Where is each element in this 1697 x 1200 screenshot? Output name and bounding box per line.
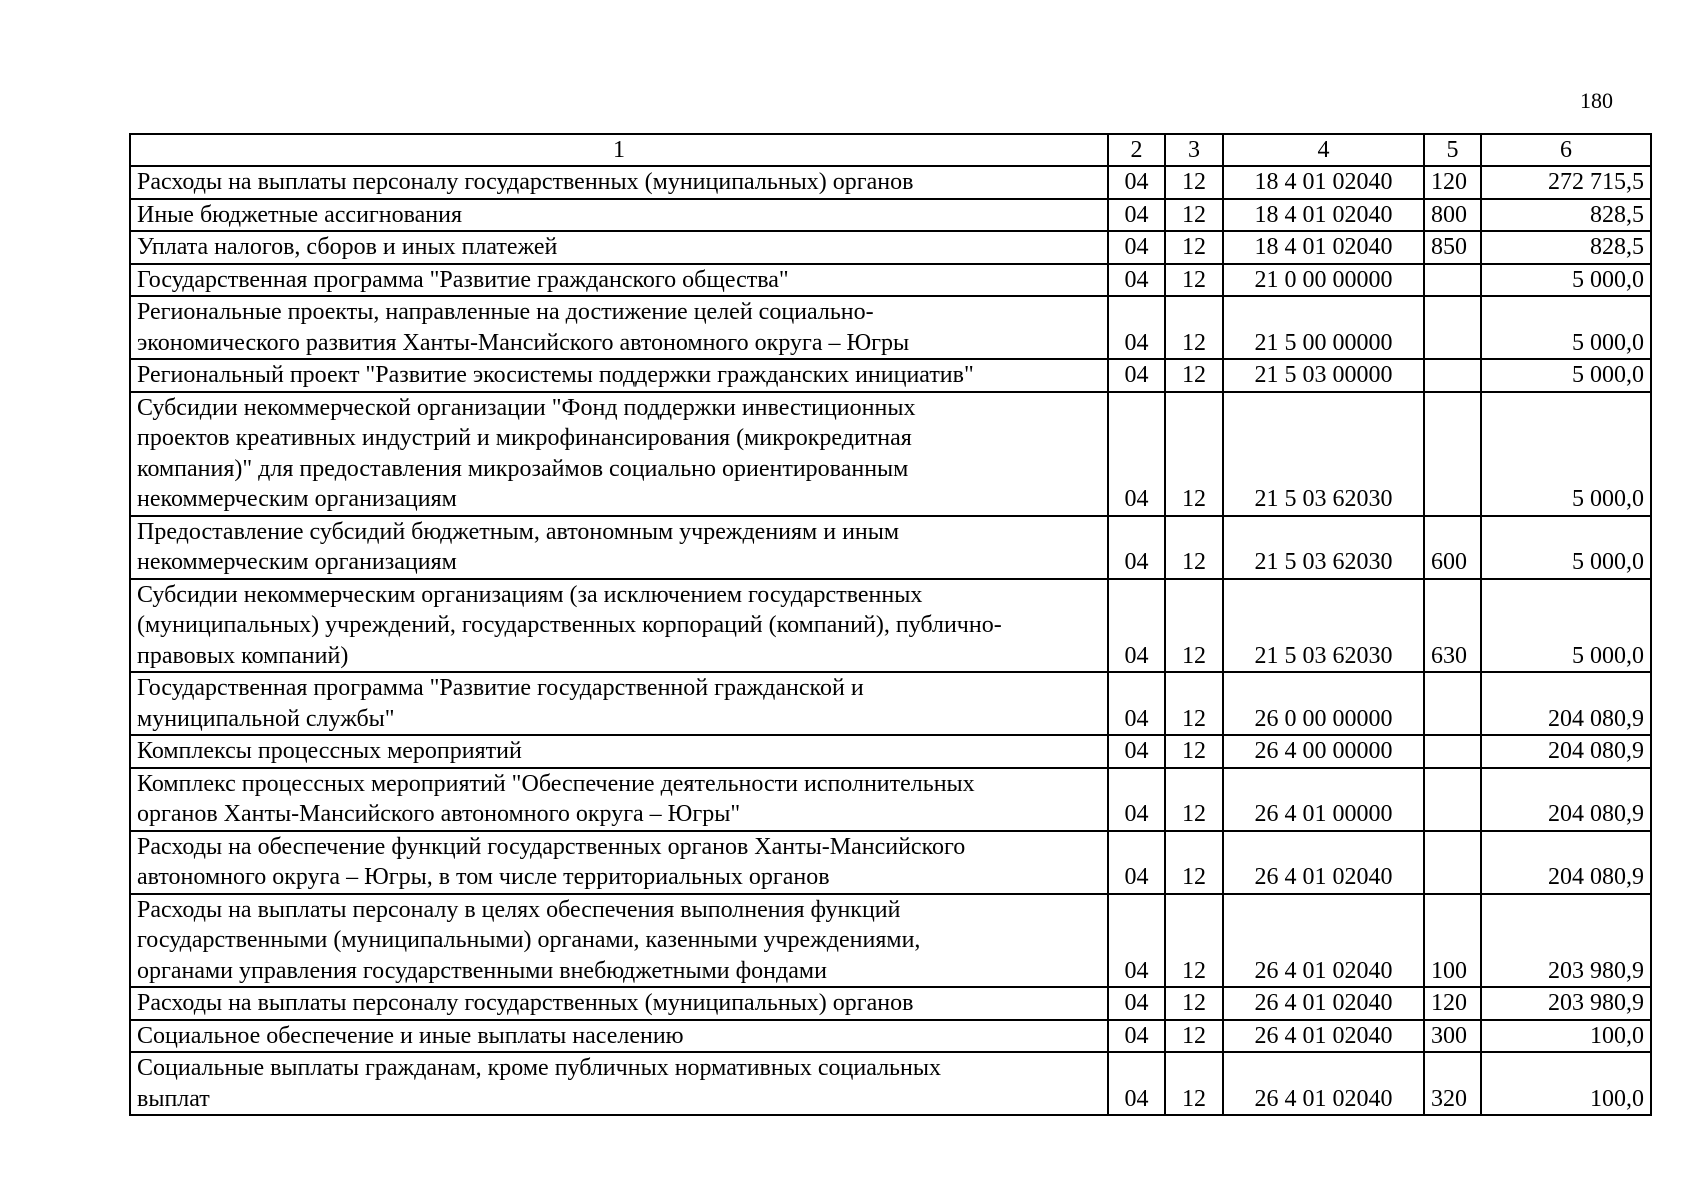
row-name xyxy=(130,392,1108,516)
page-number: 180 xyxy=(1580,88,1613,113)
row-amount: 828,5 xyxy=(1481,199,1651,232)
row-name xyxy=(130,359,1108,392)
row-name xyxy=(130,1020,1108,1053)
row-name-line: правовых компаний) xyxy=(137,642,349,669)
row-amount: 5 000,0 xyxy=(1481,392,1651,516)
row-name-line: Расходы на выплаты персоналу в целях обеспечения выполнения функций xyxy=(137,896,901,923)
table-row xyxy=(130,831,1651,894)
row-name-line: Субсидии некоммерческим организациям (за исключением государственных xyxy=(137,581,923,608)
row-section-code: 04 xyxy=(1108,199,1165,232)
row-target-item-code: 26 4 01 00000 xyxy=(1223,768,1424,831)
row-name-line: Комплекс процессных мероприятий "Обеспечение деятельности исполнительных xyxy=(137,770,975,797)
row-section-code: 04 xyxy=(1108,516,1165,579)
row-name-line: Социальное обеспечение и иные выплаты населению xyxy=(137,1022,684,1049)
row-amount: 204 080,9 xyxy=(1481,672,1651,735)
row-target-item-code: 21 5 00 00000 xyxy=(1223,296,1424,359)
table-row xyxy=(130,392,1651,516)
row-expense-type-code xyxy=(1424,296,1481,359)
row-name-line: Иные бюджетные ассигнования xyxy=(137,201,462,228)
row-section-code: 04 xyxy=(1108,672,1165,735)
table-row xyxy=(130,359,1651,392)
row-name-line: Субсидии некоммерческой организации "Фонд поддержки инвестиционных xyxy=(137,394,916,421)
row-amount: 100,0 xyxy=(1481,1020,1651,1053)
table-row xyxy=(130,987,1651,1020)
row-amount: 204 080,9 xyxy=(1481,831,1651,894)
row-section-code: 04 xyxy=(1108,231,1165,264)
row-target-item-code: 21 5 03 62030 xyxy=(1223,392,1424,516)
row-amount: 204 080,9 xyxy=(1481,735,1651,768)
row-amount: 203 980,9 xyxy=(1481,987,1651,1020)
row-expense-type-code: 320 xyxy=(1424,1052,1481,1115)
row-expense-type-code xyxy=(1424,672,1481,735)
row-expense-type-code: 800 xyxy=(1424,199,1481,232)
table-row xyxy=(130,579,1651,673)
row-name-line: Социальные выплаты гражданам, кроме публичных нормативных социальных xyxy=(137,1055,941,1081)
table-row xyxy=(130,1020,1651,1053)
header-col-2: 2 xyxy=(1108,134,1165,166)
row-amount: 100,0 xyxy=(1481,1052,1651,1115)
row-name-line: проектов креативных индустрий и микрофинансирования (микрокредитная xyxy=(137,425,912,451)
row-subsection-code: 12 xyxy=(1165,359,1223,392)
row-subsection-code: 12 xyxy=(1165,672,1223,735)
row-name-line: Региональный проект "Развитие экосистемы поддержки гражданских инициатив" xyxy=(137,362,974,388)
row-name xyxy=(130,768,1108,831)
row-expense-type-code: 300 xyxy=(1424,1020,1481,1053)
row-section-code: 04 xyxy=(1108,1052,1165,1115)
table-row xyxy=(130,1052,1651,1115)
row-section-code: 04 xyxy=(1108,296,1165,359)
row-expense-type-code xyxy=(1424,768,1481,831)
row-section-code: 04 xyxy=(1108,579,1165,673)
table-row xyxy=(130,231,1651,264)
row-subsection-code: 12 xyxy=(1165,894,1223,988)
row-expense-type-code xyxy=(1424,392,1481,516)
row-name xyxy=(130,831,1108,894)
row-name-line: Расходы на выплаты персоналу государственных (муниципальных) органов xyxy=(137,990,914,1016)
row-section-code: 04 xyxy=(1108,264,1165,297)
row-subsection-code: 12 xyxy=(1165,264,1223,297)
row-name xyxy=(130,987,1108,1020)
row-target-item-code: 26 4 01 02040 xyxy=(1223,894,1424,988)
row-subsection-code: 12 xyxy=(1165,199,1223,232)
row-section-code: 04 xyxy=(1108,392,1165,516)
row-subsection-code: 12 xyxy=(1165,516,1223,579)
row-name-line: Уплата налогов, сборов и иных платежей xyxy=(137,234,558,260)
header-col-3: 3 xyxy=(1165,134,1223,166)
row-subsection-code: 12 xyxy=(1165,1020,1223,1053)
header-col-6: 6 xyxy=(1481,134,1651,166)
row-name xyxy=(130,264,1108,297)
table-row xyxy=(130,894,1651,988)
row-name-line: Расходы на выплаты персоналу государственных (муниципальных) органов xyxy=(137,169,914,195)
row-name xyxy=(130,579,1108,673)
row-target-item-code: 21 5 03 62030 xyxy=(1223,516,1424,579)
row-amount: 5 000,0 xyxy=(1481,264,1651,297)
header-col-4: 4 xyxy=(1223,134,1424,166)
row-section-code: 04 xyxy=(1108,166,1165,199)
row-name xyxy=(130,516,1108,579)
row-name-line: автономного округа – Югры, в том числе территориальных органов xyxy=(137,864,830,890)
row-target-item-code: 26 4 01 02040 xyxy=(1223,831,1424,894)
table-row xyxy=(130,735,1651,768)
row-target-item-code: 18 4 01 02040 xyxy=(1223,231,1424,264)
row-subsection-code: 12 xyxy=(1165,831,1223,894)
row-target-item-code: 26 4 00 00000 xyxy=(1223,735,1424,768)
row-name-line: выплат xyxy=(137,1085,210,1112)
row-name xyxy=(130,231,1108,264)
row-name xyxy=(130,166,1108,199)
row-name-line: экономического развития Ханты-Мансийского автономного округа – Югры xyxy=(137,329,910,356)
row-expense-type-code: 850 xyxy=(1424,231,1481,264)
table-row xyxy=(130,516,1651,579)
row-name-line: государственными (муниципальными) органами, казенными учреждениями, xyxy=(137,927,921,953)
row-amount: 203 980,9 xyxy=(1481,894,1651,988)
table-row xyxy=(130,768,1651,831)
row-expense-type-code xyxy=(1424,359,1481,392)
table-row xyxy=(130,296,1651,359)
row-expense-type-code: 630 xyxy=(1424,579,1481,673)
table-row xyxy=(130,672,1651,735)
row-name xyxy=(130,672,1108,735)
row-section-code: 04 xyxy=(1108,359,1165,392)
table-header-row xyxy=(130,134,1651,166)
row-name-line: компания)" для предоставления микрозаймов социально ориентированным xyxy=(137,455,909,482)
row-expense-type-code: 120 xyxy=(1424,987,1481,1020)
budget-table xyxy=(129,133,1652,1116)
row-name-line: муниципальной службы" xyxy=(137,705,395,732)
row-amount: 204 080,9 xyxy=(1481,768,1651,831)
table-row xyxy=(130,199,1651,232)
row-subsection-code: 12 xyxy=(1165,231,1223,264)
row-name xyxy=(130,1052,1108,1115)
row-amount: 5 000,0 xyxy=(1481,579,1651,673)
row-target-item-code: 26 4 01 02040 xyxy=(1223,987,1424,1020)
row-name xyxy=(130,296,1108,359)
row-target-item-code: 21 5 03 00000 xyxy=(1223,359,1424,392)
row-section-code: 04 xyxy=(1108,768,1165,831)
row-name-line: Расходы на обеспечение функций государственных органов Ханты-Мансийского xyxy=(137,833,966,860)
row-subsection-code: 12 xyxy=(1165,392,1223,516)
row-subsection-code: 12 xyxy=(1165,1052,1223,1115)
table-row xyxy=(130,166,1651,199)
row-name-line: Региональные проекты, направленные на достижение целей социально- xyxy=(137,299,874,325)
row-target-item-code: 18 4 01 02040 xyxy=(1223,199,1424,232)
row-section-code: 04 xyxy=(1108,894,1165,988)
table-row xyxy=(130,264,1651,297)
row-amount: 828,5 xyxy=(1481,231,1651,264)
row-expense-type-code xyxy=(1424,735,1481,768)
row-target-item-code: 21 0 00 00000 xyxy=(1223,264,1424,297)
row-expense-type-code xyxy=(1424,831,1481,894)
row-expense-type-code: 100 xyxy=(1424,894,1481,988)
row-name-line: органами управления государственными внебюджетными фондами xyxy=(137,957,827,984)
row-amount: 272 715,5 xyxy=(1481,166,1651,199)
row-subsection-code: 12 xyxy=(1165,579,1223,673)
row-section-code: 04 xyxy=(1108,1020,1165,1053)
row-name-line: Предоставление субсидий бюджетным, автономным учреждениям и иным xyxy=(137,518,900,545)
row-section-code: 04 xyxy=(1108,987,1165,1020)
row-name-line: Государственная программа "Развитие государственной гражданской и xyxy=(137,675,864,701)
row-target-item-code: 21 5 03 62030 xyxy=(1223,579,1424,673)
budget-table-body xyxy=(130,134,1651,1115)
header-col-5: 5 xyxy=(1424,134,1481,166)
row-amount: 5 000,0 xyxy=(1481,516,1651,579)
row-name xyxy=(130,894,1108,988)
row-target-item-code: 18 4 01 02040 xyxy=(1223,166,1424,199)
row-section-code: 04 xyxy=(1108,735,1165,768)
row-name-line: Государственная программа "Развитие гражданского общества" xyxy=(137,266,789,293)
row-expense-type-code: 120 xyxy=(1424,166,1481,199)
row-subsection-code: 12 xyxy=(1165,768,1223,831)
row-expense-type-code xyxy=(1424,264,1481,297)
row-target-item-code: 26 0 00 00000 xyxy=(1223,672,1424,735)
row-subsection-code: 12 xyxy=(1165,296,1223,359)
row-amount: 5 000,0 xyxy=(1481,359,1651,392)
row-amount: 5 000,0 xyxy=(1481,296,1651,359)
row-target-item-code: 26 4 01 02040 xyxy=(1223,1020,1424,1053)
row-section-code: 04 xyxy=(1108,831,1165,894)
row-subsection-code: 12 xyxy=(1165,987,1223,1020)
header-col-1: 1 xyxy=(130,134,1108,166)
row-name-line: Комплексы процессных мероприятий xyxy=(137,738,522,764)
row-name-line: некоммерческим организациям xyxy=(137,549,457,575)
row-name xyxy=(130,199,1108,232)
row-name-line: органов Ханты-Мансийского автономного округа – Югры" xyxy=(137,801,741,827)
row-name-line: некоммерческим организациям xyxy=(137,486,457,512)
row-subsection-code: 12 xyxy=(1165,166,1223,199)
row-name-line: (муниципальных) учреждений, государственных корпораций (компаний), публично- xyxy=(137,612,1002,638)
row-target-item-code: 26 4 01 02040 xyxy=(1223,1052,1424,1115)
row-name xyxy=(130,735,1108,768)
row-subsection-code: 12 xyxy=(1165,735,1223,768)
row-expense-type-code: 600 xyxy=(1424,516,1481,579)
